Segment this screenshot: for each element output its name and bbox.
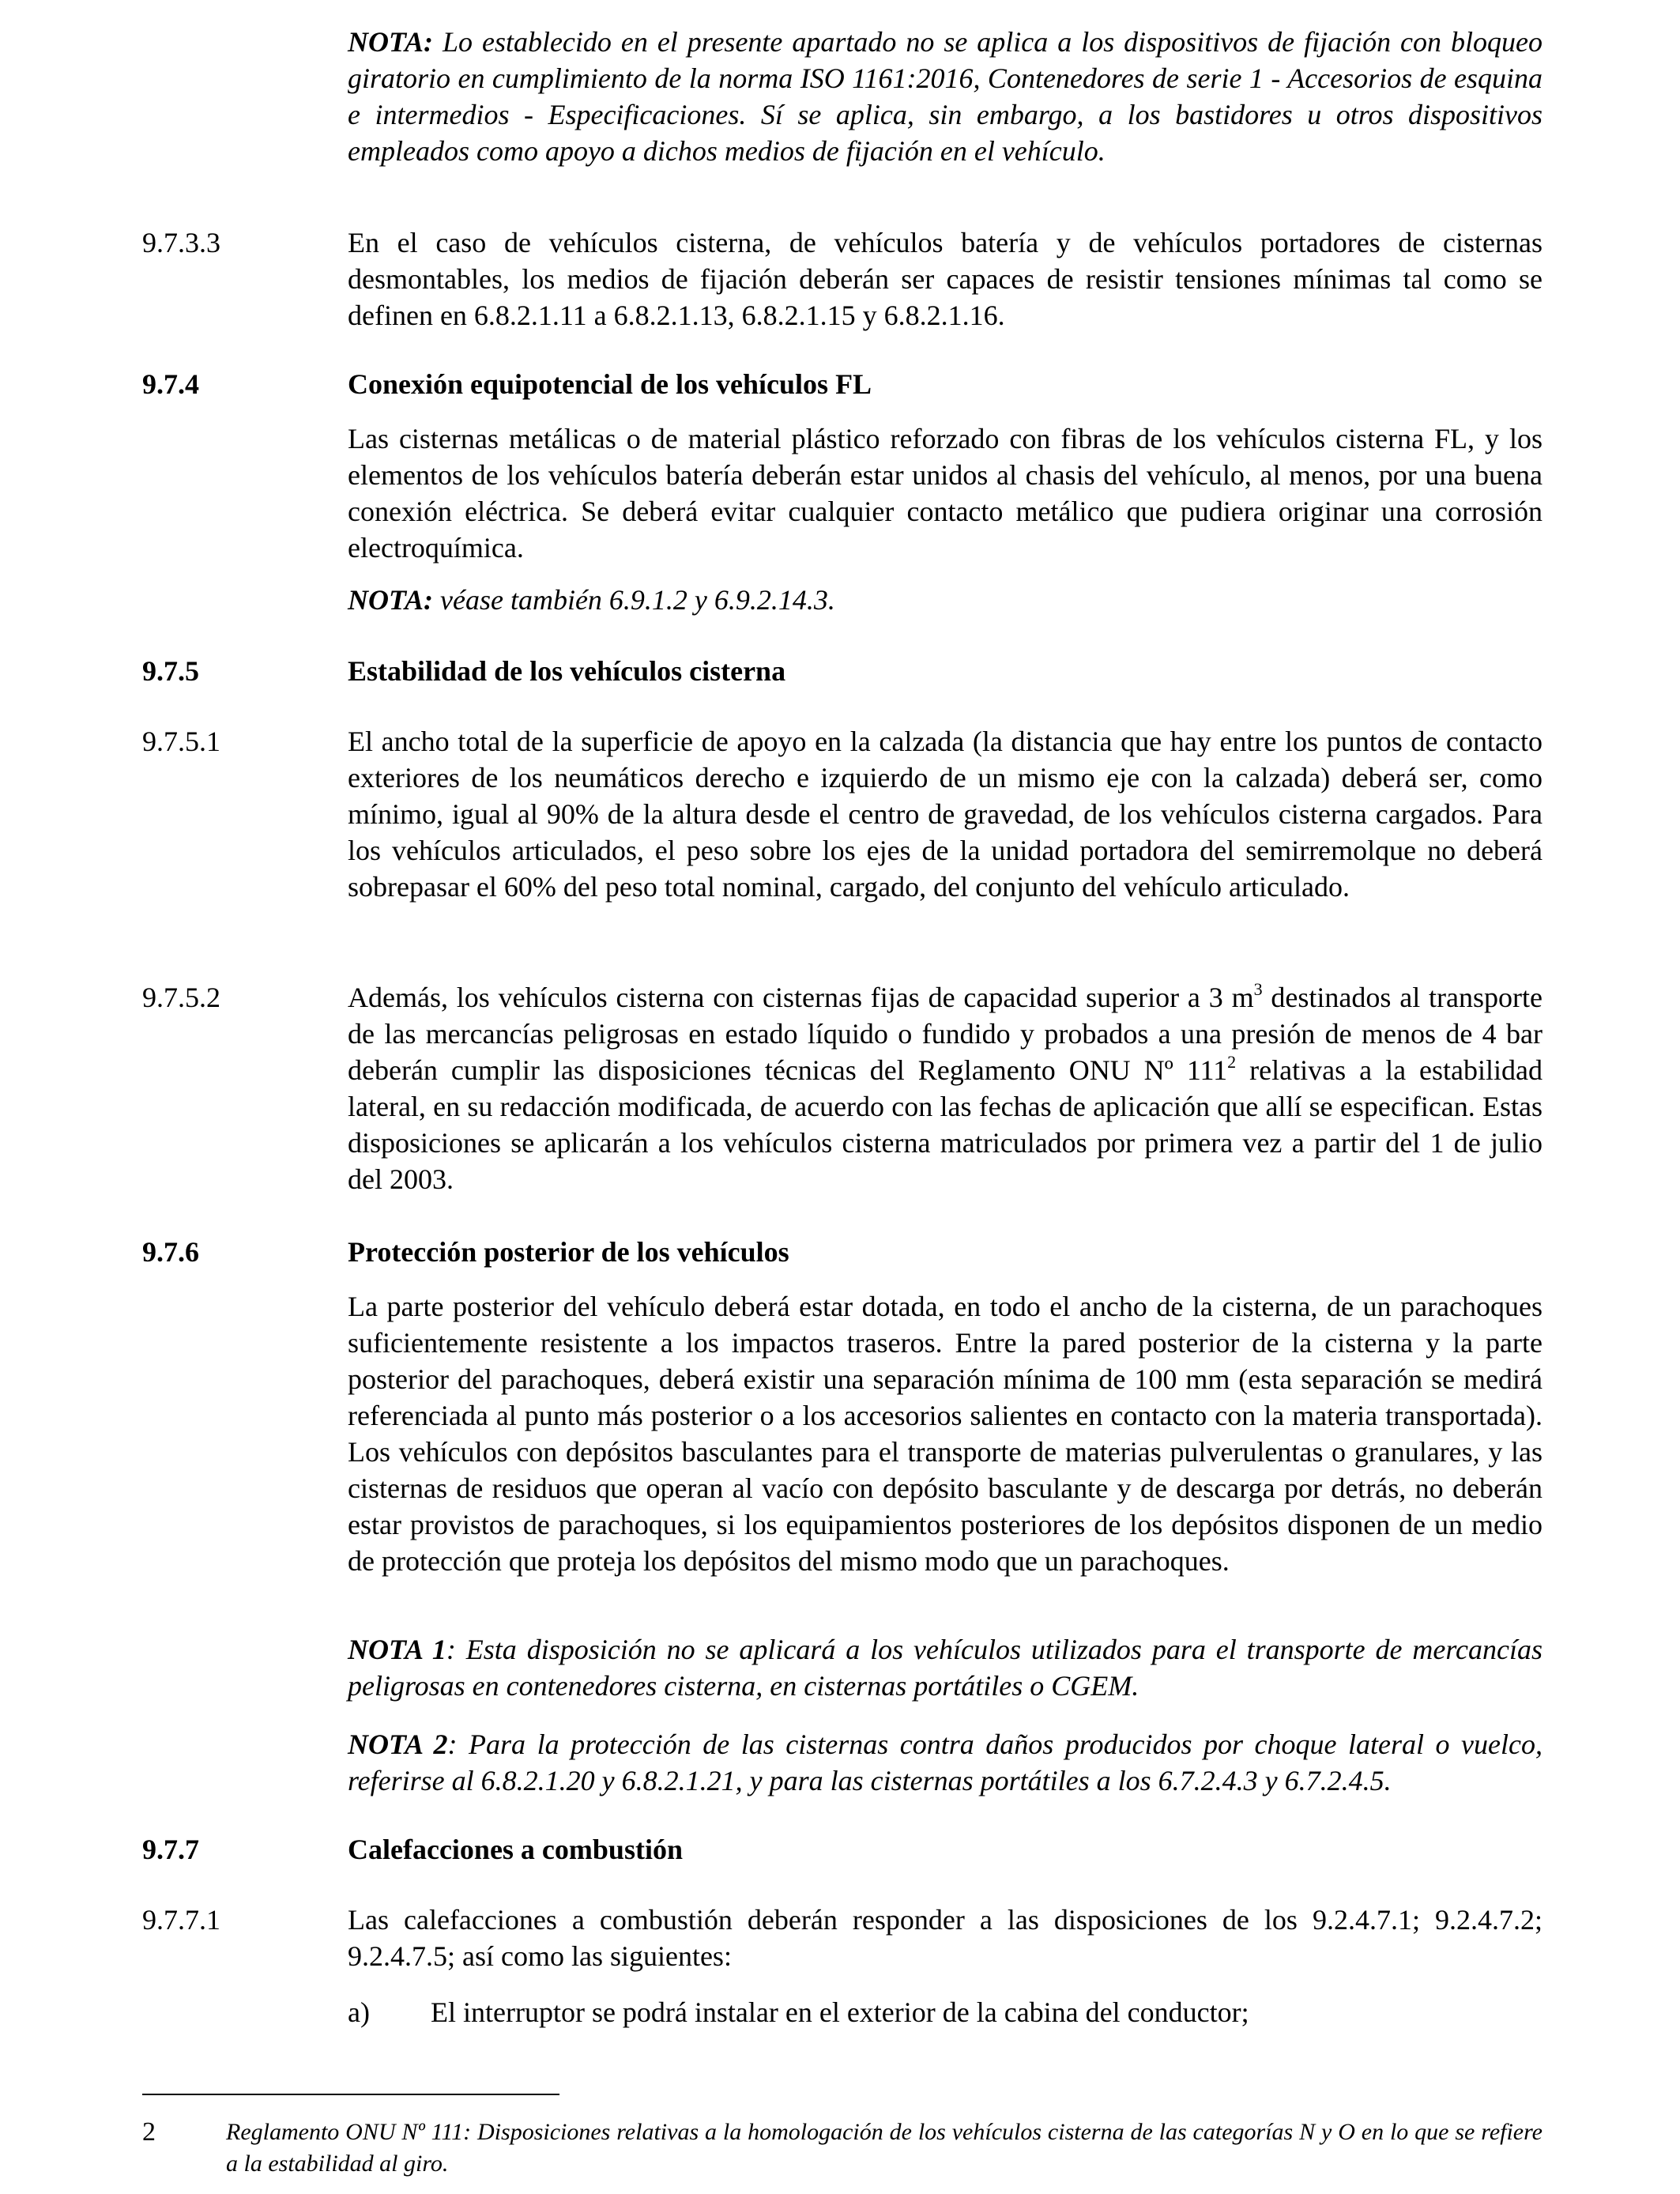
section-text-9-7-5-1: El ancho total de la superficie de apoyo en la calzada (la distancia que hay entre los puntos de contacto exteriores de los neumáticos derecho e izquierdo de un mismo eje con la calzada) deberá ser, como mínimo, igual al 90% de la altura desde el centro de gravedad, de los vehículos cisterna cargados. Para los vehículos articulados, el peso sobre los ejes de la unidad portadora del semirremolque no deberá sobrepasar el 60% del peso total nominal, cargado, del conjunto del vehículo articulado. [348, 726, 1543, 903]
note-9-7-4-text: véase también 6.9.1.2 y 6.9.2.14.3. [433, 584, 835, 616]
note1-9-7-6-text: : Esta disposición no se aplicará a los vehículos utilizados para el transporte de mercancías peligrosas en contenedores cisterna, en cisternas portátiles o CGEM. [348, 1634, 1543, 1702]
note1-9-7-6-label: NOTA 1 [348, 1634, 446, 1665]
note-9-7-4-label: NOTA: [348, 584, 433, 616]
superscript-cubic: 3 [1253, 979, 1263, 999]
section-title-9-7-4: Conexión equipotencial de los vehículos FL [348, 368, 872, 400]
section-number-9-7-3-3: 9.7.3.3 [142, 227, 220, 258]
section-title-9-7-7: Calefacciones a combustión [348, 1834, 683, 1865]
section-number-9-7-5: 9.7.5 [142, 655, 199, 687]
footnote-number: 2 [142, 2117, 156, 2147]
section-number-9-7-7-1: 9.7.7.1 [142, 1904, 220, 1936]
section-number-9-7-7: 9.7.7 [142, 1834, 199, 1865]
footnote-reference-2[interactable]: 2 [1227, 1052, 1237, 1072]
section-title-9-7-6: Protección posterior de los vehículos [348, 1236, 789, 1268]
footnote-text: Reglamento ONU Nº 111: Disposiciones relativas a la homologación de los vehículos cisterna de las categorías N y O en lo que se refiere a la estabilidad al giro. [226, 2119, 1543, 2177]
section-text-9-7-4: Las cisternas metálicas o de material plástico reforzado con fibras de los vehículos cisterna FL, y los elementos de los vehículos batería deberán estar unidos al chasis del vehículo, al menos, por una buena conexión eléctrica. Se deberá evitar cualquier contacto metálico que pudiera originar una corrosión electroquímica. [348, 423, 1543, 564]
section-number-9-7-6: 9.7.6 [142, 1236, 199, 1268]
section-text-9-7-3-3: En el caso de vehículos cisterna, de vehículos batería y de vehículos portadores de cisternas desmontables, los medios de fijación deberán ser capaces de resistir tensiones mínimas tal como se definen en 6.8.2.1.11 a 6.8.2.1.13, 6.8.2.1.15 y 6.8.2.1.16. [348, 227, 1543, 331]
note2-9-7-6-label: NOTA 2 [348, 1728, 448, 1760]
footnote-separator [142, 2094, 559, 2095]
section-title-9-7-5: Estabilidad de los vehículos cisterna [348, 655, 786, 687]
note2-9-7-6 [348, 1726, 1543, 1799]
note-9-7-4 [348, 582, 1543, 618]
section-number-9-7-4: 9.7.4 [142, 368, 199, 400]
note-top-label: NOTA: [348, 26, 433, 58]
note-top-text: Lo establecido en el presente apartado no se aplica a los dispositivos de fijación con bloqueo giratorio en cumplimiento de la norma ISO 1161:2016, Contenedores de serie 1 - Accesorios de esquina e intermedios - Especificaciones. Sí se aplica, sin embargo, a los bastidores u otros dispositivos empleados como apoyo a dichos medios de fijación en el vehículo. [348, 26, 1543, 167]
section-number-9-7-5-2: 9.7.5.2 [142, 982, 220, 1013]
section-text-9-7-7-1: Las calefacciones a combustión deberán responder a las disposiciones de los 9.2.4.7.1; 9.2.4.7.2; 9.2.4.7.5; así como las siguientes: [348, 1904, 1543, 1972]
section-number-9-7-5-1: 9.7.5.1 [142, 726, 220, 757]
section-text-9-7-5-2 [348, 979, 1543, 1197]
list-item-a-text: El interruptor se podrá instalar en el exterior de la cabina del conductor; [431, 1996, 1249, 2028]
list-item-a [348, 1994, 1249, 2030]
note2-9-7-6-text: : Para la protección de las cisternas contra daños producidos por choque lateral o vuelco, referirse al 6.8.2.1.20 y 6.8.2.1.21, y para las cisternas portátiles a los 6.7.2.4.3 y 6.7.2.4.5. [348, 1728, 1543, 1796]
list-item-a-label: a) [348, 1996, 370, 2028]
section-text-9-7-5-2-part1: Además, los vehículos cisterna con cisternas fijas de capacidad superior a 3 m [348, 982, 1254, 1013]
section-text-9-7-5-2-part3: relativas a la estabilidad lateral, en su redacción modificada, de acuerdo con las fechas de aplicación que allí se especifican. Estas disposiciones se aplicarán a los vehículos cisterna matriculados por primera vez a partir del 1 de julio del 2003. [348, 1054, 1543, 1195]
section-text-9-7-5-2-part2: destinados al transporte de las mercancías peligrosas en estado líquido o fundido y probados a una presión de menos de 4 bar deberán cumplir las disposiciones técnicas del Reglamento ONU Nº 111 [348, 982, 1543, 1086]
note-top [348, 24, 1543, 169]
note1-9-7-6 [348, 1631, 1543, 1704]
section-text-9-7-6: La parte posterior del vehículo deberá estar dotada, en todo el ancho de la cisterna, de un parachoques suficientemente resistente a los impactos traseros. Entre la pared posterior de la cisterna y la parte posterior del parachoques, deberá existir una separación mínima de 100 mm (esta separación se medirá referenciada al punto más posterior o a los accesorios salientes en contacto con la materia transportada). Los vehículos con depósitos basculantes para el transporte de materias pulverulentas o granulares, y las cisternas de residuos que operan al vacío con depósito basculante y de descarga por detrás, no deberán estar provistos de parachoques, si los equipamientos posteriores de los depósitos disponen de un medio de protección que proteja los depósitos del mismo modo que un parachoques. [348, 1291, 1543, 1577]
